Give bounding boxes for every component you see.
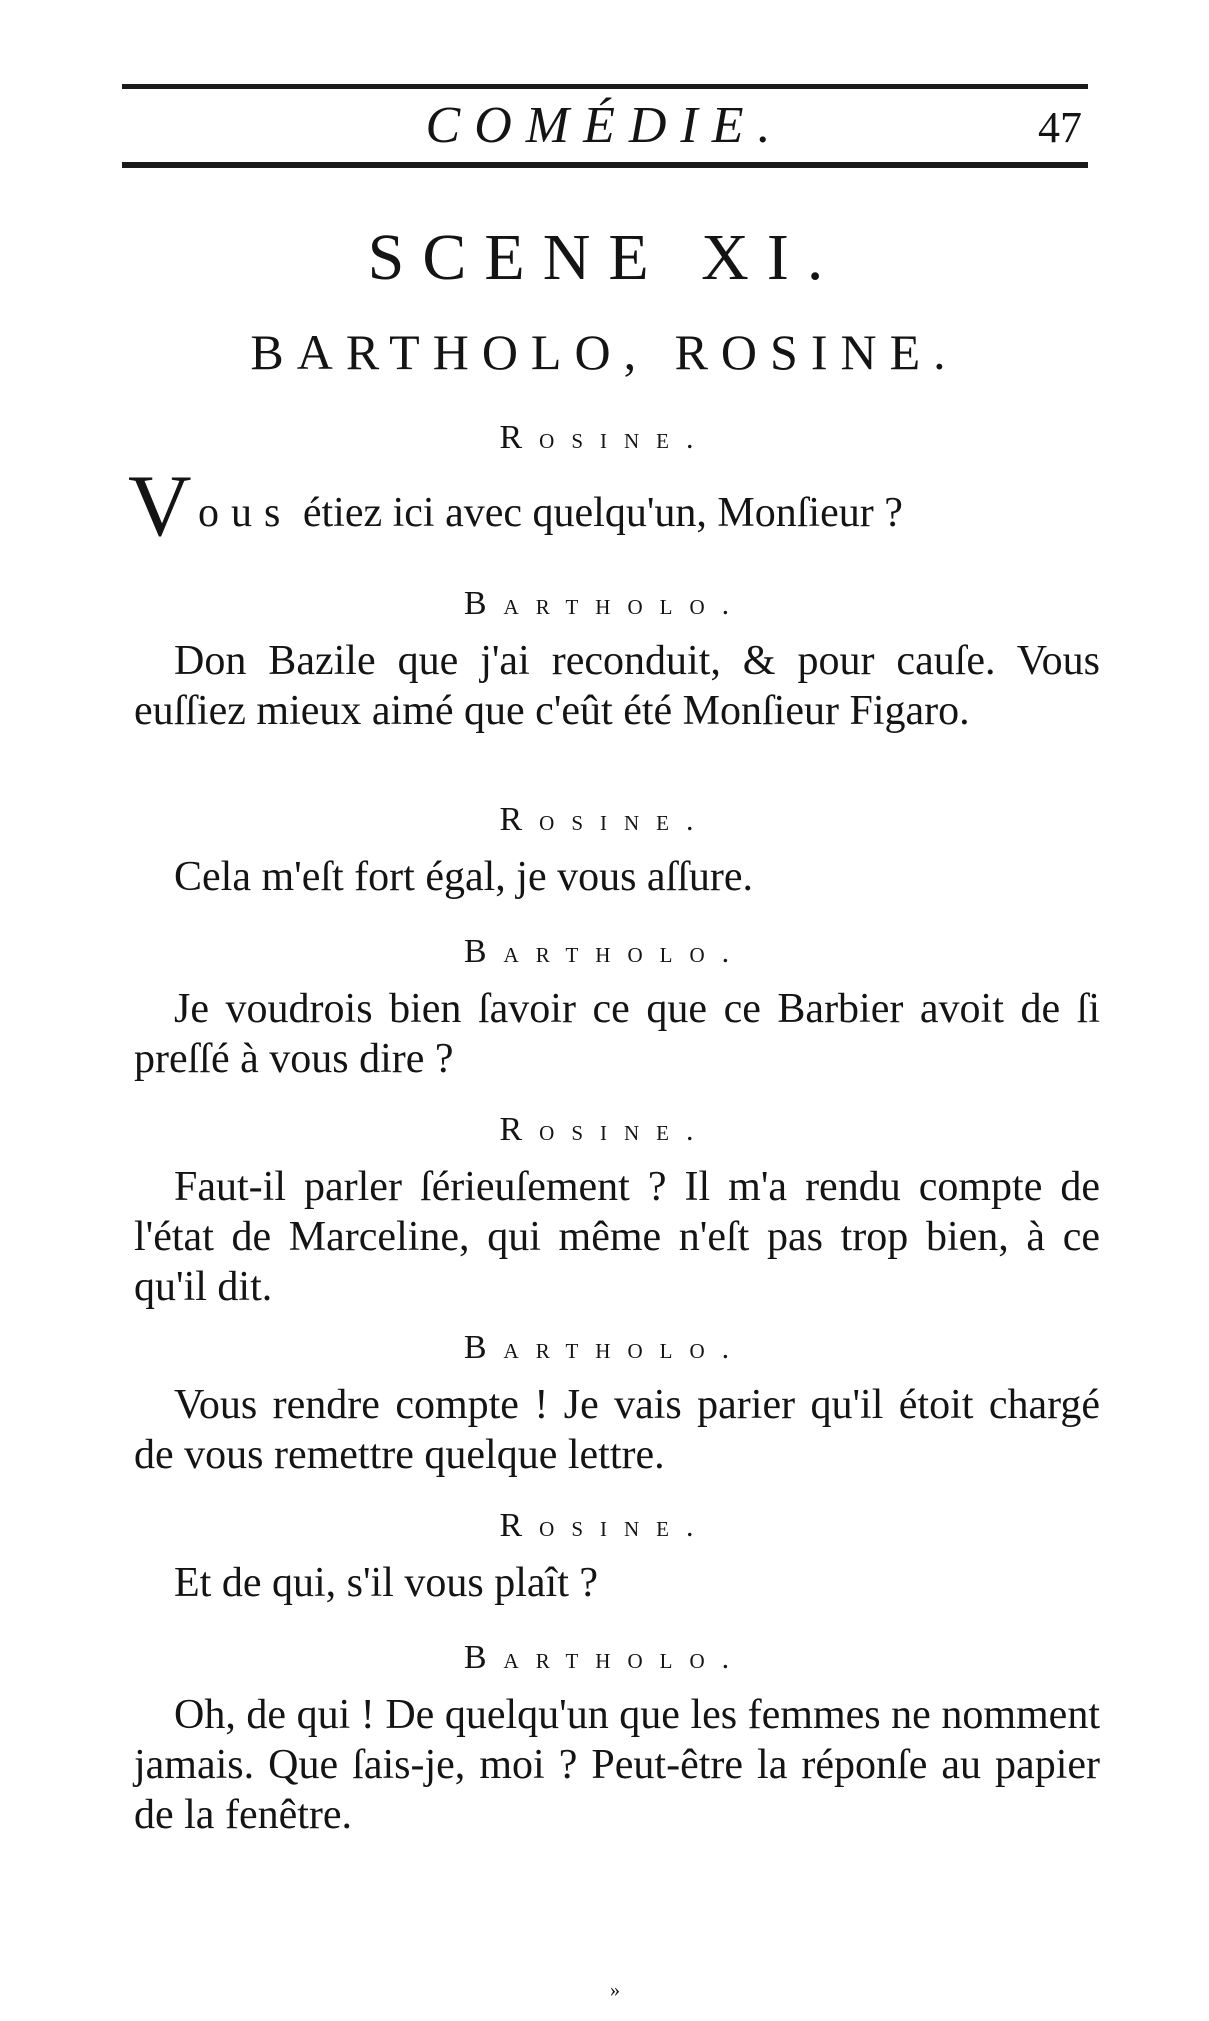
drop-cap: V [128,458,192,555]
speech-8-text: Oh, de qui ! De quelqu'un que les femmes ne nomment jamais. Que ſais-je, moi ? Peut-être la réponſe au papier de la fenêtre. [134,1692,1100,1838]
scene-title: SCENE XI. [367,221,842,294]
speaker-name: rosine. [499,1494,711,1547]
header-rule-bottom [122,162,1088,168]
header-rule-top [122,84,1088,89]
speaker-name: bartholo. [463,920,747,973]
speaker-name: bartholo. [463,1626,747,1679]
speech-4-text: Je voudrois bien ſavoir ce que ce Barbier avoit de ſi preſſé à vous dire ? [134,986,1100,1082]
speech-5-text: Faut-il parler ſérieuſement ? Il m'a rendu compte de l'état de Marceline, qui même n'eſt pas trop bien, à ce qu'il dit. [134,1164,1100,1310]
speech-7-text: Et de qui, s'il vous plaît ? [174,1560,599,1606]
speaker-name: bartholo. [463,572,747,625]
speech-2-text: Don Bazile que j'ai reconduit, & pour cauſe. Vous euſſiez mieux aimé que c'eût été Monſieur Figaro. [134,638,1100,734]
speech-1-rest: étiez ici avec quelqu'un, Monſieur ? [292,490,903,536]
speaker-name: bartholo. [463,1316,747,1369]
running-title: COMÉDIE. [425,97,785,154]
speaker-name: rosine. [499,1098,711,1151]
catchword: » [610,1979,620,2001]
running-head [122,96,1088,156]
page-number: 47 [1038,103,1082,152]
speech-1-text [198,488,903,538]
speech-1-spaced-word: ous [198,490,293,536]
speech-6-text: Vous rendre compte ! Je vais parier qu'il étoit chargé de vous remettre quelque lettre. [134,1382,1100,1478]
speech-1 [128,458,1088,555]
speech-3-text: Cela m'eſt fort égal, je vous aſſure. [174,854,754,900]
cast-list: BARTHOLO, ROSINE. [250,324,959,380]
speaker-name: rosine. [499,406,711,459]
speaker-name: rosine. [499,788,711,841]
